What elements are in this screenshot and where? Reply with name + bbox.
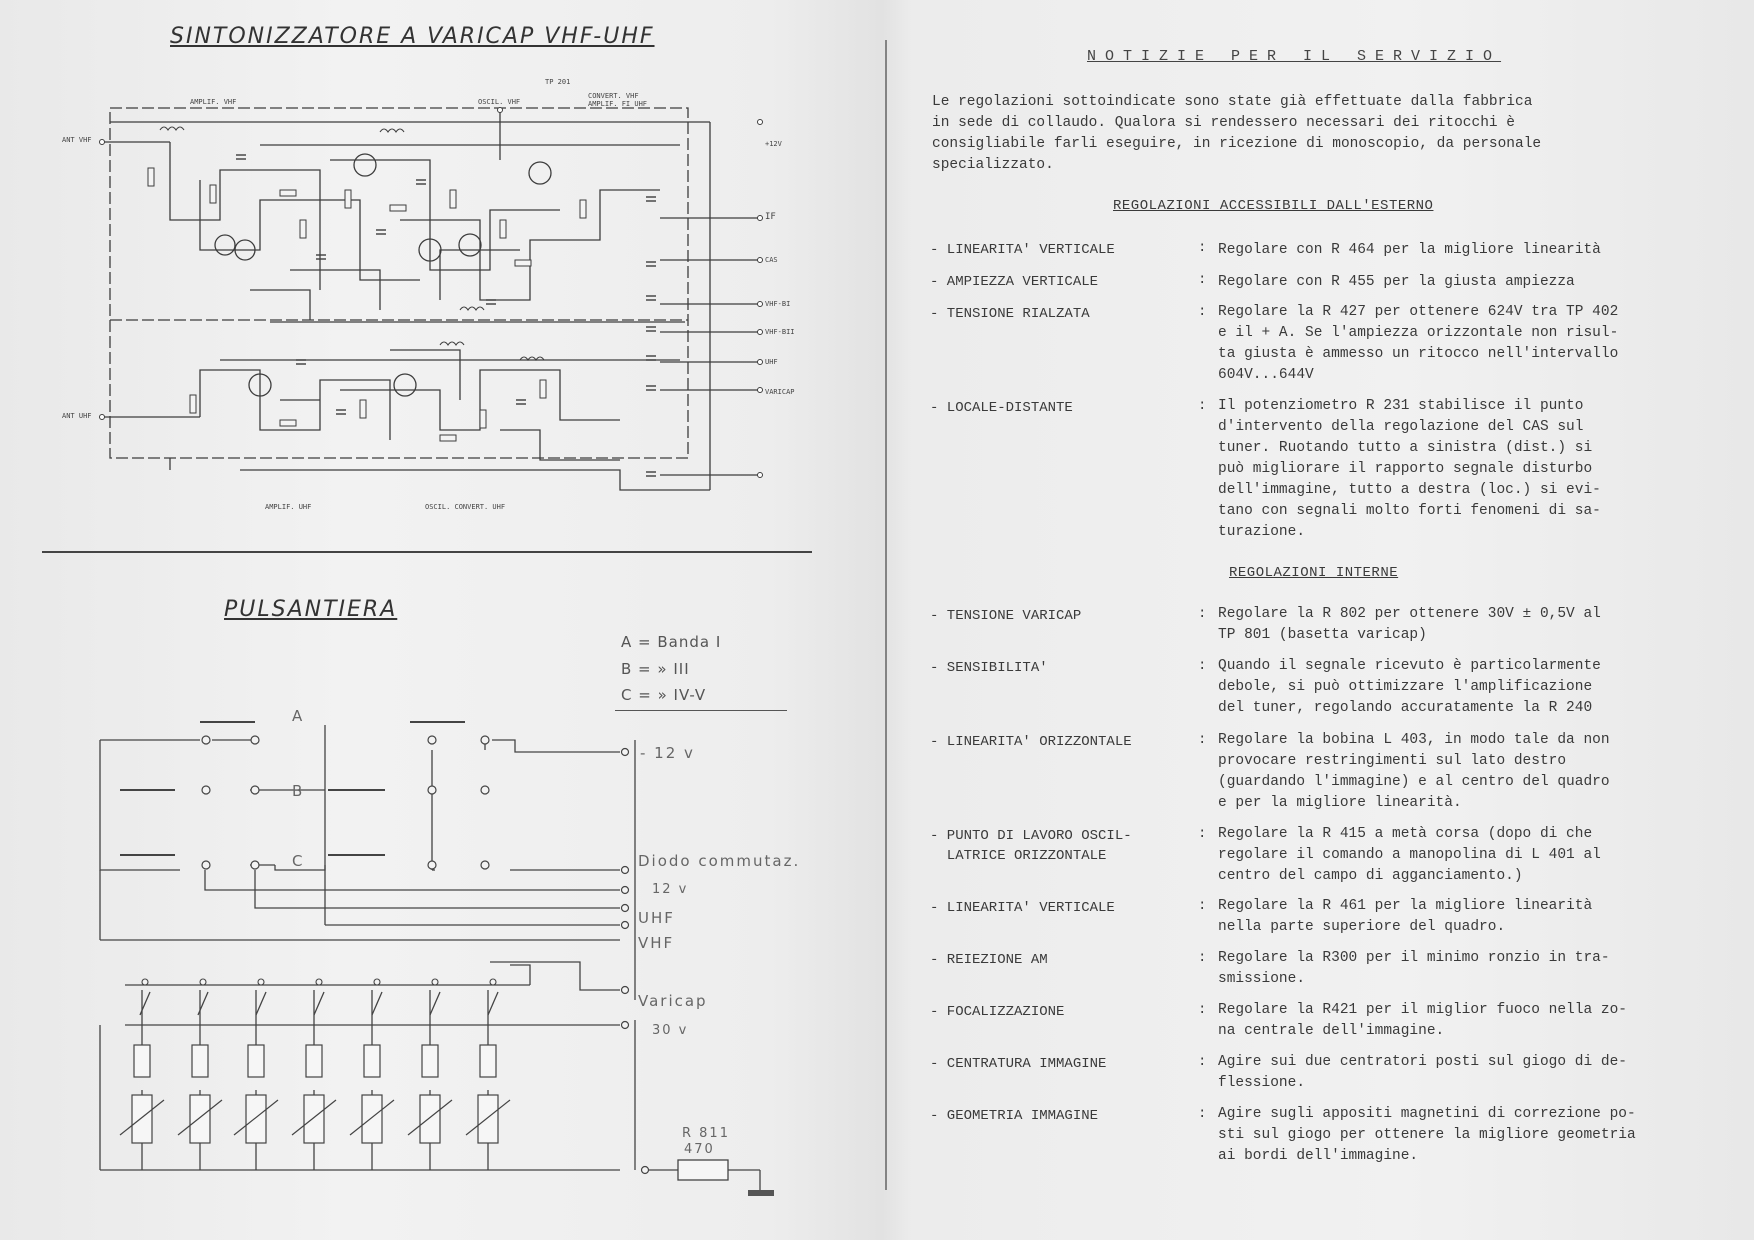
- colon: :: [1198, 1106, 1207, 1122]
- colon: :: [1198, 398, 1207, 414]
- int-label-linearita-verticale: - LINEARITA' VERTICALE: [930, 900, 1115, 916]
- colon: :: [1198, 272, 1207, 288]
- int-label-geometria-immagine: - GEOMETRIA IMMAGINE: [930, 1108, 1099, 1124]
- colon: :: [1198, 658, 1207, 674]
- internal-adjustments-heading: REGOLAZIONI INTERNE: [1229, 565, 1399, 581]
- label-ant-vhf: ANT VHF: [62, 136, 92, 144]
- label-uhf: UHF: [765, 358, 778, 366]
- label-oscil-convert-uhf: OSCIL. CONVERT. UHF: [425, 503, 506, 511]
- int-label-tensione-varicap: - TENSIONE VARICAP: [930, 608, 1082, 624]
- int-text-linearita-verticale: Regolare la R 461 per la migliore linearità nella parte superiore del quadro.: [1218, 898, 1593, 935]
- switch-letter-c: C: [292, 852, 305, 870]
- external-adjustments-heading: REGOLAZIONI ACCESSIBILI DALL'ESTERNO: [1113, 198, 1434, 214]
- colon: :: [1198, 826, 1207, 842]
- label-tp201: TP 201: [545, 78, 571, 86]
- line-12v: 12 v: [652, 882, 689, 897]
- label-if: IF: [765, 212, 776, 222]
- legend-band-c: C = » IV-V: [621, 686, 707, 704]
- int-text-punto-di-lavoro: Regolare la R 415 a metà corsa (dopo di che regolare il comando a manopolina di L 401 al centro del campo di agganciamento.): [1218, 826, 1601, 884]
- label-convert-vhf: CONVERT. VHF: [588, 92, 639, 100]
- resistor-r811-value: 470: [684, 1142, 715, 1157]
- colon: :: [1198, 898, 1207, 914]
- label-vhf-bii: VHF-BII: [765, 328, 795, 336]
- tuner-title: SINTONIZZATORE A VARICAP VHF-UHF: [170, 24, 655, 49]
- tuner-schematic: [60, 70, 820, 520]
- label-oscil-vhf: OSCIL. VHF: [478, 98, 521, 106]
- label-12v-out: +12V: [765, 140, 782, 148]
- line-vhf: VHF: [638, 934, 675, 952]
- int-label-punto-di-lavoro: - PUNTO DI LAVORO OSCIL- LATRICE ORIZZONTALE: [930, 828, 1132, 864]
- ext-text-linearita-verticale: Regolare con R 464 per la migliore linearità: [1218, 242, 1601, 258]
- switch-letter-b: B: [292, 782, 305, 800]
- int-text-sensibilita: Quando il segnale ricevuto è particolarmente debole, si può ottimizzare l'amplificazione del tuner, regolando accuratamente la R 240: [1218, 658, 1601, 716]
- label-ant-uhf: ANT UHF: [62, 412, 92, 420]
- colon: :: [1198, 1054, 1207, 1070]
- resistor-r811-name: R 811: [682, 1126, 730, 1141]
- line-uhf: UHF: [638, 909, 675, 927]
- line-diodo-commutaz: Diodo commutaz.: [638, 852, 801, 870]
- line-varicap: Varicap: [638, 992, 708, 1010]
- colon: :: [1198, 1002, 1207, 1018]
- ext-label-locale-distante: - LOCALE-DISTANTE: [930, 400, 1073, 416]
- legend-band-b: B = » III: [621, 660, 690, 678]
- ext-label-linearita-verticale: - LINEARITA' VERTICALE: [930, 242, 1115, 258]
- int-text-tensione-varicap: Regolare la R 802 per ottenere 30V ± 0,5V al TP 801 (basetta varicap): [1218, 606, 1601, 643]
- int-label-reiezione-am: - REIEZIONE AM: [930, 952, 1048, 968]
- int-text-centratura-immagine: Agire sui due centratori posti sul giogo di de- flessione.: [1218, 1054, 1627, 1091]
- ext-label-ampiezza-verticale: - AMPIEZZA VERTICALE: [930, 274, 1099, 290]
- label-amplif-fi-uhf: AMPLIF. FI UHF: [588, 100, 648, 108]
- colon: :: [1198, 732, 1207, 748]
- legend-band-a: A = Banda I: [621, 633, 722, 651]
- label-vhf-bi: VHF-BI: [765, 300, 791, 308]
- line-30v: 30 v: [652, 1023, 689, 1038]
- int-text-reiezione-am: Regolare la R300 per il minimo ronzio in tra- smissione.: [1218, 950, 1610, 987]
- int-label-focalizzazione: - FOCALIZZAZIONE: [930, 1004, 1065, 1020]
- int-label-centratura-immagine: - CENTRATURA IMMAGINE: [930, 1056, 1107, 1072]
- keypad-title: PULSANTIERA: [224, 597, 398, 622]
- ext-text-tensione-rialzata: Regolare la R 427 per ottenere 624V tra TP 402 e il + A. Se l'ampiezza orizzontale non risul- ta giusta è ammesso un ritocco nell'intervallo 604V...644V: [1218, 304, 1619, 383]
- colon: :: [1198, 304, 1207, 320]
- ext-text-ampiezza-verticale: Regolare con R 455 per la giusta ampiezza: [1218, 274, 1575, 290]
- colon: :: [1198, 240, 1207, 256]
- line-minus-12v: - 12 v: [640, 744, 695, 762]
- colon: :: [1198, 606, 1207, 622]
- int-label-linearita-orizzontale: - LINEARITA' ORIZZONTALE: [930, 734, 1132, 750]
- colon: :: [1198, 950, 1207, 966]
- int-text-linearita-orizzontale: Regolare la bobina L 403, in modo tale da non provocare restringimenti sul lato destro (guardando l'immagine) e al centro del quadro e per la migliore linearità.: [1218, 732, 1610, 811]
- int-text-geometria-immagine: Agire sugli appositi magnetini di correzione po- sti sul giogo per ottenere la migliore geometria ai bordi dell'immagine.: [1218, 1106, 1636, 1164]
- ext-label-tensione-rialzata: - TENSIONE RIALZATA: [930, 306, 1090, 322]
- label-amplif-vhf: AMPLIF. VHF: [190, 98, 237, 106]
- switch-letter-a: A: [292, 707, 305, 725]
- label-varicap: VARICAP: [765, 388, 795, 396]
- label-amplif-uhf: AMPLIF. UHF: [265, 503, 312, 511]
- service-notes-intro: Le regolazioni sottoindicate sono state già effettuate dalla fabbrica in sede di collaudo. Qualora si rendessero necessari dei ritocchi è consigliabile farli eseguire, in ricezione di monoscopio, da personale specializzato.: [932, 94, 1542, 173]
- section-divider: [42, 551, 812, 553]
- center-fold-line: [885, 40, 887, 1190]
- keypad-schematic: [80, 700, 810, 1200]
- service-notes-title: NOTIZIE PER IL SERVIZIO: [1087, 48, 1502, 65]
- int-label-sensibilita: - SENSIBILITA': [930, 660, 1048, 676]
- ext-text-locale-distante: Il potenziometro R 231 stabilisce il punto d'intervento della regolazione del CAS sul tuner. Ruotando tutto a sinistra (dist.) si può migliorare il rapporto segnale disturbo dell'immagine, tutto a destra (loc.) si evi- tano con segnali molto forti fenomeni di sa- turazione.: [1218, 398, 1601, 540]
- label-cas: CAS: [765, 256, 778, 264]
- int-text-focalizzazione: Regolare la R421 per il miglior fuoco nella zo- na centrale dell'immagine.: [1218, 1002, 1627, 1039]
